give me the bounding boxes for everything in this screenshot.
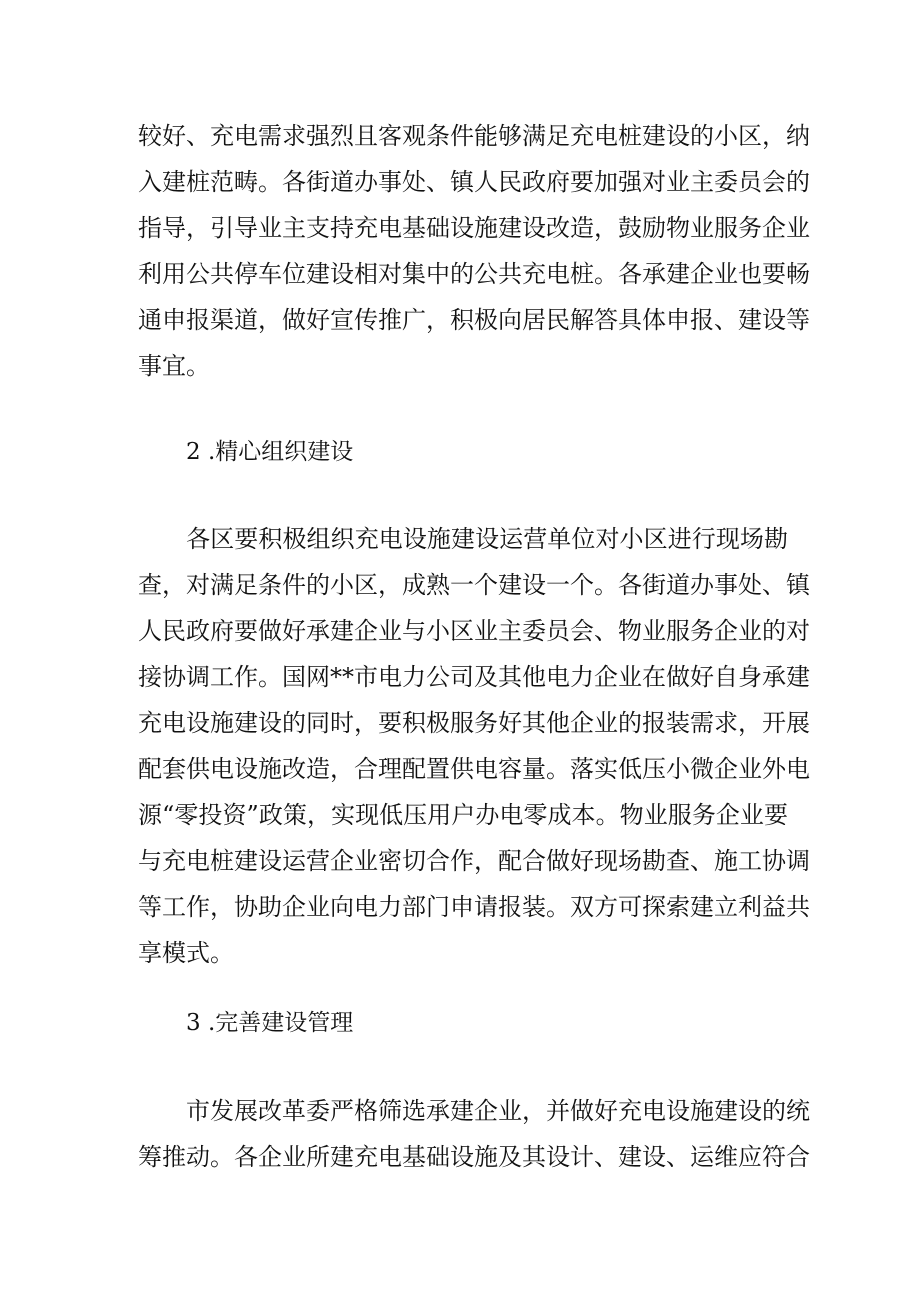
paragraph-line: 等工作，协助企业向电力部门申请报装。双方可探索建立利益共 [138,893,810,921]
paragraph-line: 入建桩范畴。各街道办事处、镇人民政府要加强对业主委员会的 [138,168,810,196]
paragraph-line: 充电设施建设的同时，要积极服务好其他企业的报装需求，开展 [138,709,810,737]
paragraph-line: 通申报渠道，做好宣传推广，积极向居民解答具体申报、建设等 [138,306,810,334]
paragraph-line: 各区要积极组织充电设施建设运营单位对小区进行现场勘 [138,525,788,553]
paragraph-line: 利用公共停车位建设相对集中的公共充电桩。各承建企业也要畅 [138,260,810,288]
paragraph-1 [138,113,810,389]
paragraph-line: 人民政府要做好承建企业与小区业主委员会、物业服务企业的对 [138,617,810,645]
paragraph-line: 事宜。 [138,352,210,380]
paragraph-line: 市发展改革委严格筛选承建企业，并做好充电设施建设的统 [138,1097,810,1125]
paragraph-line: 较好、充电需求强烈且客观条件能够满足充电桩建设的小区，纳 [138,122,810,150]
paragraph-line: 享模式。 [138,939,234,967]
paragraph-line: 与充电桩建设运营企业密切合作，配合做好现场勘查、施工协调 [138,847,810,875]
section-heading-3: 3 .完善建设管理 [186,1010,354,1036]
paragraph-line: 源“零投资”政策，实现低压用户办电零成本。物业服务企业要 [138,801,788,829]
paragraph-line: 查，对满足条件的小区，成熟一个建设一个。各街道办事处、镇 [138,571,810,599]
paragraph-3 [138,1088,810,1180]
paragraph-line: 接协调工作。国网**市电力公司及其他电力企业在做好自身承建 [138,663,810,691]
paragraph-line: 指导，引导业主支持充电基础设施建设改造，鼓励物业服务企业 [138,214,810,242]
paragraph-line: 配套供电设施改造，合理配置供电容量。落实低压小微企业外电 [138,755,810,783]
paragraph-2 [138,516,810,976]
section-heading-2: 2 .精心组织建设 [186,439,354,465]
paragraph-line: 筹推动。各企业所建充电基础设施及其设计、建设、运维应符合 [138,1143,810,1171]
